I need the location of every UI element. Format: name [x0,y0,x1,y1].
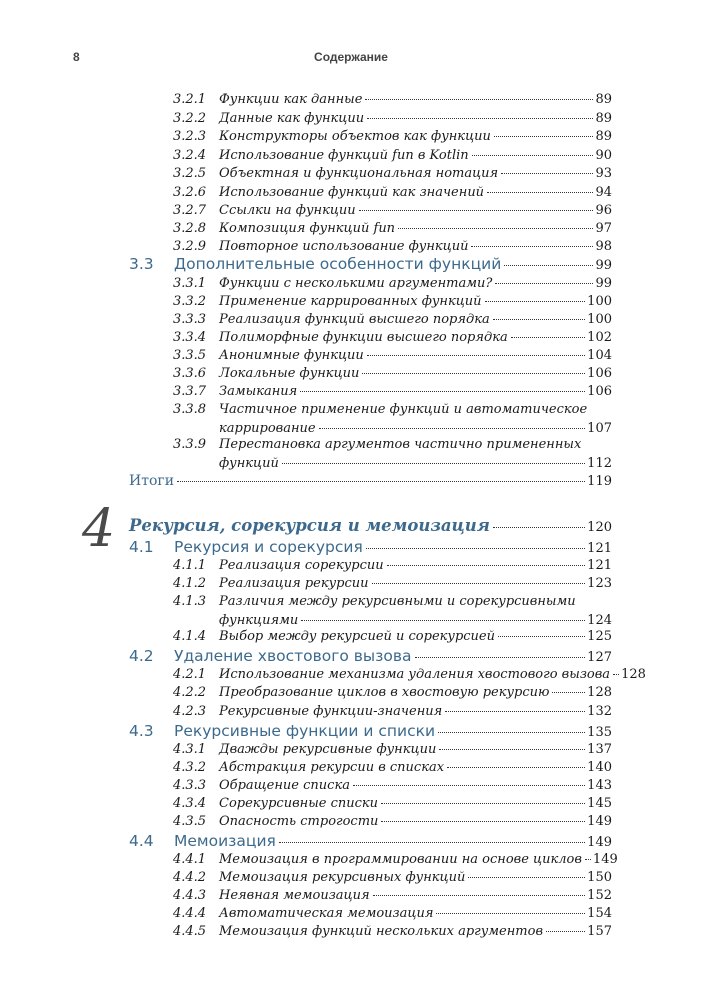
entry-number: 3.3.8 [173,402,207,417]
entry-number: 3.2.5 [173,166,207,181]
leader-dots [493,319,585,320]
entry-title: Реализация функций высшего порядка [219,312,490,327]
toc-entry[interactable] [0,794,702,813]
leader-dots [552,692,585,693]
entry-title: Обращение списка [219,778,350,793]
entry-page: 98 [595,239,612,254]
entry-title: Рекурсивные функции-значения [219,704,443,719]
section-number: 4.4 [129,832,154,850]
entry-page: 106 [587,366,612,381]
toc-entry[interactable] [0,556,702,575]
section-title: Рекурсия и сорекурсия [174,538,363,556]
leader-dots [439,749,585,750]
toc-entry[interactable] [0,740,702,759]
entry-number: 4.4.3 [173,888,207,903]
entry-page: 150 [587,870,612,885]
leader-dots [177,481,585,482]
toc-entry[interactable] [0,665,702,684]
entry-number: 3.2.6 [173,185,207,200]
entry-number: 4.1.1 [173,558,207,573]
entry-page: 99 [595,276,612,291]
toc-section[interactable] [0,645,702,667]
entry-title: Объектная и функциональная нотация [219,166,499,181]
toc-entry[interactable] [0,904,702,923]
leader-dots [362,373,585,374]
entry-number: 3.2.1 [173,92,207,107]
entry-page: 102 [587,330,612,345]
entry-title-line1: Перестановка аргументов частично примененных [219,437,582,452]
entry-page: 152 [587,888,612,903]
entry-number: 3.2.3 [173,129,207,144]
entry-number: 3.3.7 [173,384,207,399]
entry-title: Опасность строгости [219,814,379,829]
toc-entry[interactable] [0,274,702,293]
entry-title: Абстракция рекурсии в списках [219,760,445,775]
entry-page: 94 [595,185,612,200]
leader-dots [415,657,586,658]
summary-title: Итоги [129,473,175,489]
leader-dots [398,228,593,229]
leader-dots [282,463,585,464]
entry-number: 4.2.1 [173,667,207,682]
entry-title: Дважды рекурсивные функции [219,742,437,757]
toc-entry[interactable] [0,364,702,383]
entry-title: Ссылки на функции [219,203,356,218]
section-title: Рекурсивные функции и списки [174,722,436,740]
section-page: 99 [595,258,612,273]
entry-page: 132 [587,704,612,719]
entry-page: 137 [587,742,612,757]
entry-number: 3.2.8 [173,221,207,236]
entry-page: 145 [587,796,612,811]
entry-page: 90 [595,148,612,163]
leader-dots [493,527,585,528]
entry-title: Неявная мемоизация [219,888,370,903]
leader-dots [485,301,586,302]
chapter-title: Рекурсия, сорекурсия и мемоизация [129,516,490,535]
entry-number: 4.2.3 [173,704,207,719]
entry-page: 106 [587,384,612,399]
toc-entry[interactable] [0,592,702,630]
section-page: 149 [587,835,612,850]
toc-entry[interactable] [0,812,702,831]
leader-dots [468,877,585,878]
entry-page: 121 [587,558,612,573]
section-number: 4.2 [129,647,154,665]
entry-title: Использование механизма удаления хвостового вызова [219,667,611,682]
toc-entry[interactable] [0,922,702,941]
entry-title: Преобразование циклов в хвостовую рекурсию [219,685,550,700]
entry-title: Функции как данные [219,92,363,107]
entry-page: 123 [587,576,612,591]
toc-entry[interactable] [0,183,702,202]
leader-dots [387,565,586,566]
entry-number: 4.3.3 [173,778,207,793]
entry-title: Применение каррированных функций [219,294,482,309]
entry-page: 100 [587,294,612,309]
toc-entry[interactable] [0,109,702,128]
section-number: 4.3 [129,722,154,740]
entry-title: Мемоизация в программировании на основе циклов [219,852,582,867]
entry-title-line1: Различия между рекурсивными и сорекурсивными [219,594,576,609]
section-number: 3.3 [129,255,154,273]
section-title: Мемоизация [174,832,276,850]
toc-entry[interactable] [0,702,702,721]
leader-dots [546,931,585,932]
entry-page: 128 [621,667,646,682]
entry-number: 3.3.4 [173,330,207,345]
leader-dots [300,391,585,392]
leader-dots [495,283,593,284]
leader-dots [366,548,585,549]
leader-dots [472,155,594,156]
toc-entry[interactable] [0,90,702,109]
entry-page: 112 [587,456,612,471]
entry-page: 100 [587,312,612,327]
leader-dots [438,732,585,733]
leader-dots [372,583,586,584]
leader-dots [359,210,594,211]
entry-number: 4.4.4 [173,906,207,921]
entry-title: Анонимные функции [219,348,364,363]
section-page: 121 [587,541,612,556]
entry-number: 4.3.4 [173,796,207,811]
entry-title: Выбор между рекурсией и сорекурсией [219,629,495,644]
entry-page: 154 [587,906,612,921]
entry-number: 3.3.2 [173,294,207,309]
entry-page: 89 [595,111,612,126]
entry-number: 4.3.1 [173,742,207,757]
leader-dots [367,355,585,356]
entry-page: 149 [587,814,612,829]
toc-entry[interactable] [0,776,702,795]
leader-dots [498,636,585,637]
section-title: Удаление хвостового вызова [174,647,412,665]
toc-entry[interactable] [0,850,702,869]
toc-entry[interactable] [0,868,702,887]
entry-number: 3.3.1 [173,276,207,291]
entry-number: 4.2.2 [173,685,207,700]
entry-number: 4.1.4 [173,629,207,644]
entry-number: 3.3.9 [173,437,207,452]
page-number: 8 [73,50,80,64]
toc-entry[interactable] [0,574,702,593]
entry-title: Замыкания [219,384,298,399]
toc-entry[interactable] [0,382,702,401]
toc-section[interactable] [0,253,702,275]
entry-number: 4.3.5 [173,814,207,829]
toc-summary[interactable] [0,470,702,492]
entry-number: 3.3.5 [173,348,207,363]
entry-number: 4.1.2 [173,576,207,591]
toc-entry[interactable] [0,683,702,702]
entry-title: Данные как функции [219,111,365,126]
toc-section[interactable] [0,720,702,742]
entry-page: 149 [592,852,618,867]
leader-dots [504,265,593,266]
entry-number: 3.3.3 [173,312,207,327]
entry-page: 96 [595,203,612,218]
toc-entry[interactable] [0,219,702,238]
leader-dots [373,895,586,896]
entry-page: 157 [587,924,612,939]
entry-number: 4.3.2 [173,760,207,775]
entry-page: 107 [587,421,612,436]
entry-number: 4.4.5 [173,924,207,939]
leader-dots [447,767,585,768]
toc-entry[interactable] [0,346,702,365]
entry-page: 89 [595,129,612,144]
summary-page: 119 [587,474,612,489]
entry-page: 104 [587,348,612,363]
leader-dots [381,803,585,804]
leader-dots [381,821,585,822]
leader-dots [511,337,585,338]
leader-dots [501,173,593,174]
entry-page: 128 [587,685,612,700]
section-page: 127 [587,650,612,665]
entry-page: 89 [595,92,612,107]
entry-title: Реализация рекурсии [219,576,369,591]
entry-title: Композиция функций fun [219,221,396,236]
entry-title: Мемоизация функций нескольких аргументов [219,924,544,939]
entry-number: 4.4.1 [173,852,207,867]
chapter-page: 120 [587,520,612,535]
toc-entry[interactable] [0,758,702,777]
toc-entry[interactable] [0,886,702,905]
leader-dots [319,428,586,429]
entry-page: 140 [587,760,612,775]
leader-dots [367,118,593,119]
leader-dots [585,859,591,860]
entry-title: Повторное использование функций [219,239,469,254]
leader-dots [471,246,593,247]
section-number: 4.1 [129,538,154,556]
leader-dots [487,192,593,193]
entry-title: Использование функций fun в Kotlin [219,148,469,163]
leader-dots [301,620,585,621]
leader-dots [494,136,594,137]
toc-entry[interactable] [0,435,702,473]
entry-number: 3.2.9 [173,239,207,254]
toc-entry[interactable] [0,400,702,438]
entry-title: Полиморфные функции высшего порядка [219,330,508,345]
entry-page: 97 [595,221,612,236]
toc-entry[interactable] [0,627,702,646]
leader-dots [445,711,585,712]
entry-title: Сорекурсивные списки [219,796,379,811]
toc-entry[interactable] [0,201,702,220]
leader-dots [365,99,593,100]
entry-number: 4.1.3 [173,594,207,609]
entry-title: функций [219,456,279,471]
entry-number: 4.4.2 [173,870,207,885]
entry-title: Автоматическая мемоизация [219,906,434,921]
toc-entry[interactable] [0,328,702,347]
leader-dots [613,674,619,675]
entry-title: Локальные функции [219,366,360,381]
entry-number: 3.2.7 [173,203,207,218]
section-title: Дополнительные особенности функций [174,255,502,273]
entry-title: Реализация сорекурсии [219,558,384,573]
toc-section[interactable] [0,830,702,852]
leader-dots [279,842,585,843]
entry-number: 3.2.2 [173,111,207,126]
entry-page: 93 [595,166,612,181]
chapter-number: 4 [82,499,116,559]
entry-title-line1: Частичное применение функций и автоматическое [219,402,588,417]
toc-entry[interactable] [0,292,702,311]
entry-number: 3.2.4 [173,148,207,163]
entry-number: 3.3.6 [173,366,207,381]
leader-dots [353,785,585,786]
entry-title: каррирование [219,421,316,436]
entry-page: 143 [587,778,612,793]
entry-title: Мемоизация рекурсивных функций [219,870,466,885]
toc-entry[interactable] [0,127,702,146]
entry-title: Использование функций как значений [219,185,485,200]
section-page: 135 [587,725,612,740]
entry-page: 124 [587,613,612,628]
toc-entry[interactable] [0,164,702,183]
entry-title: функциями [219,613,299,628]
toc-entry[interactable] [0,146,702,165]
entry-title: Функции с несколькими аргументами? [219,276,493,291]
entry-title: Конструкторы объектов как функции [219,129,491,144]
leader-dots [436,913,585,914]
toc-entry[interactable] [0,310,702,329]
toc-section[interactable] [0,536,702,558]
running-title: Содержание [314,50,388,64]
entry-page: 125 [587,629,612,644]
